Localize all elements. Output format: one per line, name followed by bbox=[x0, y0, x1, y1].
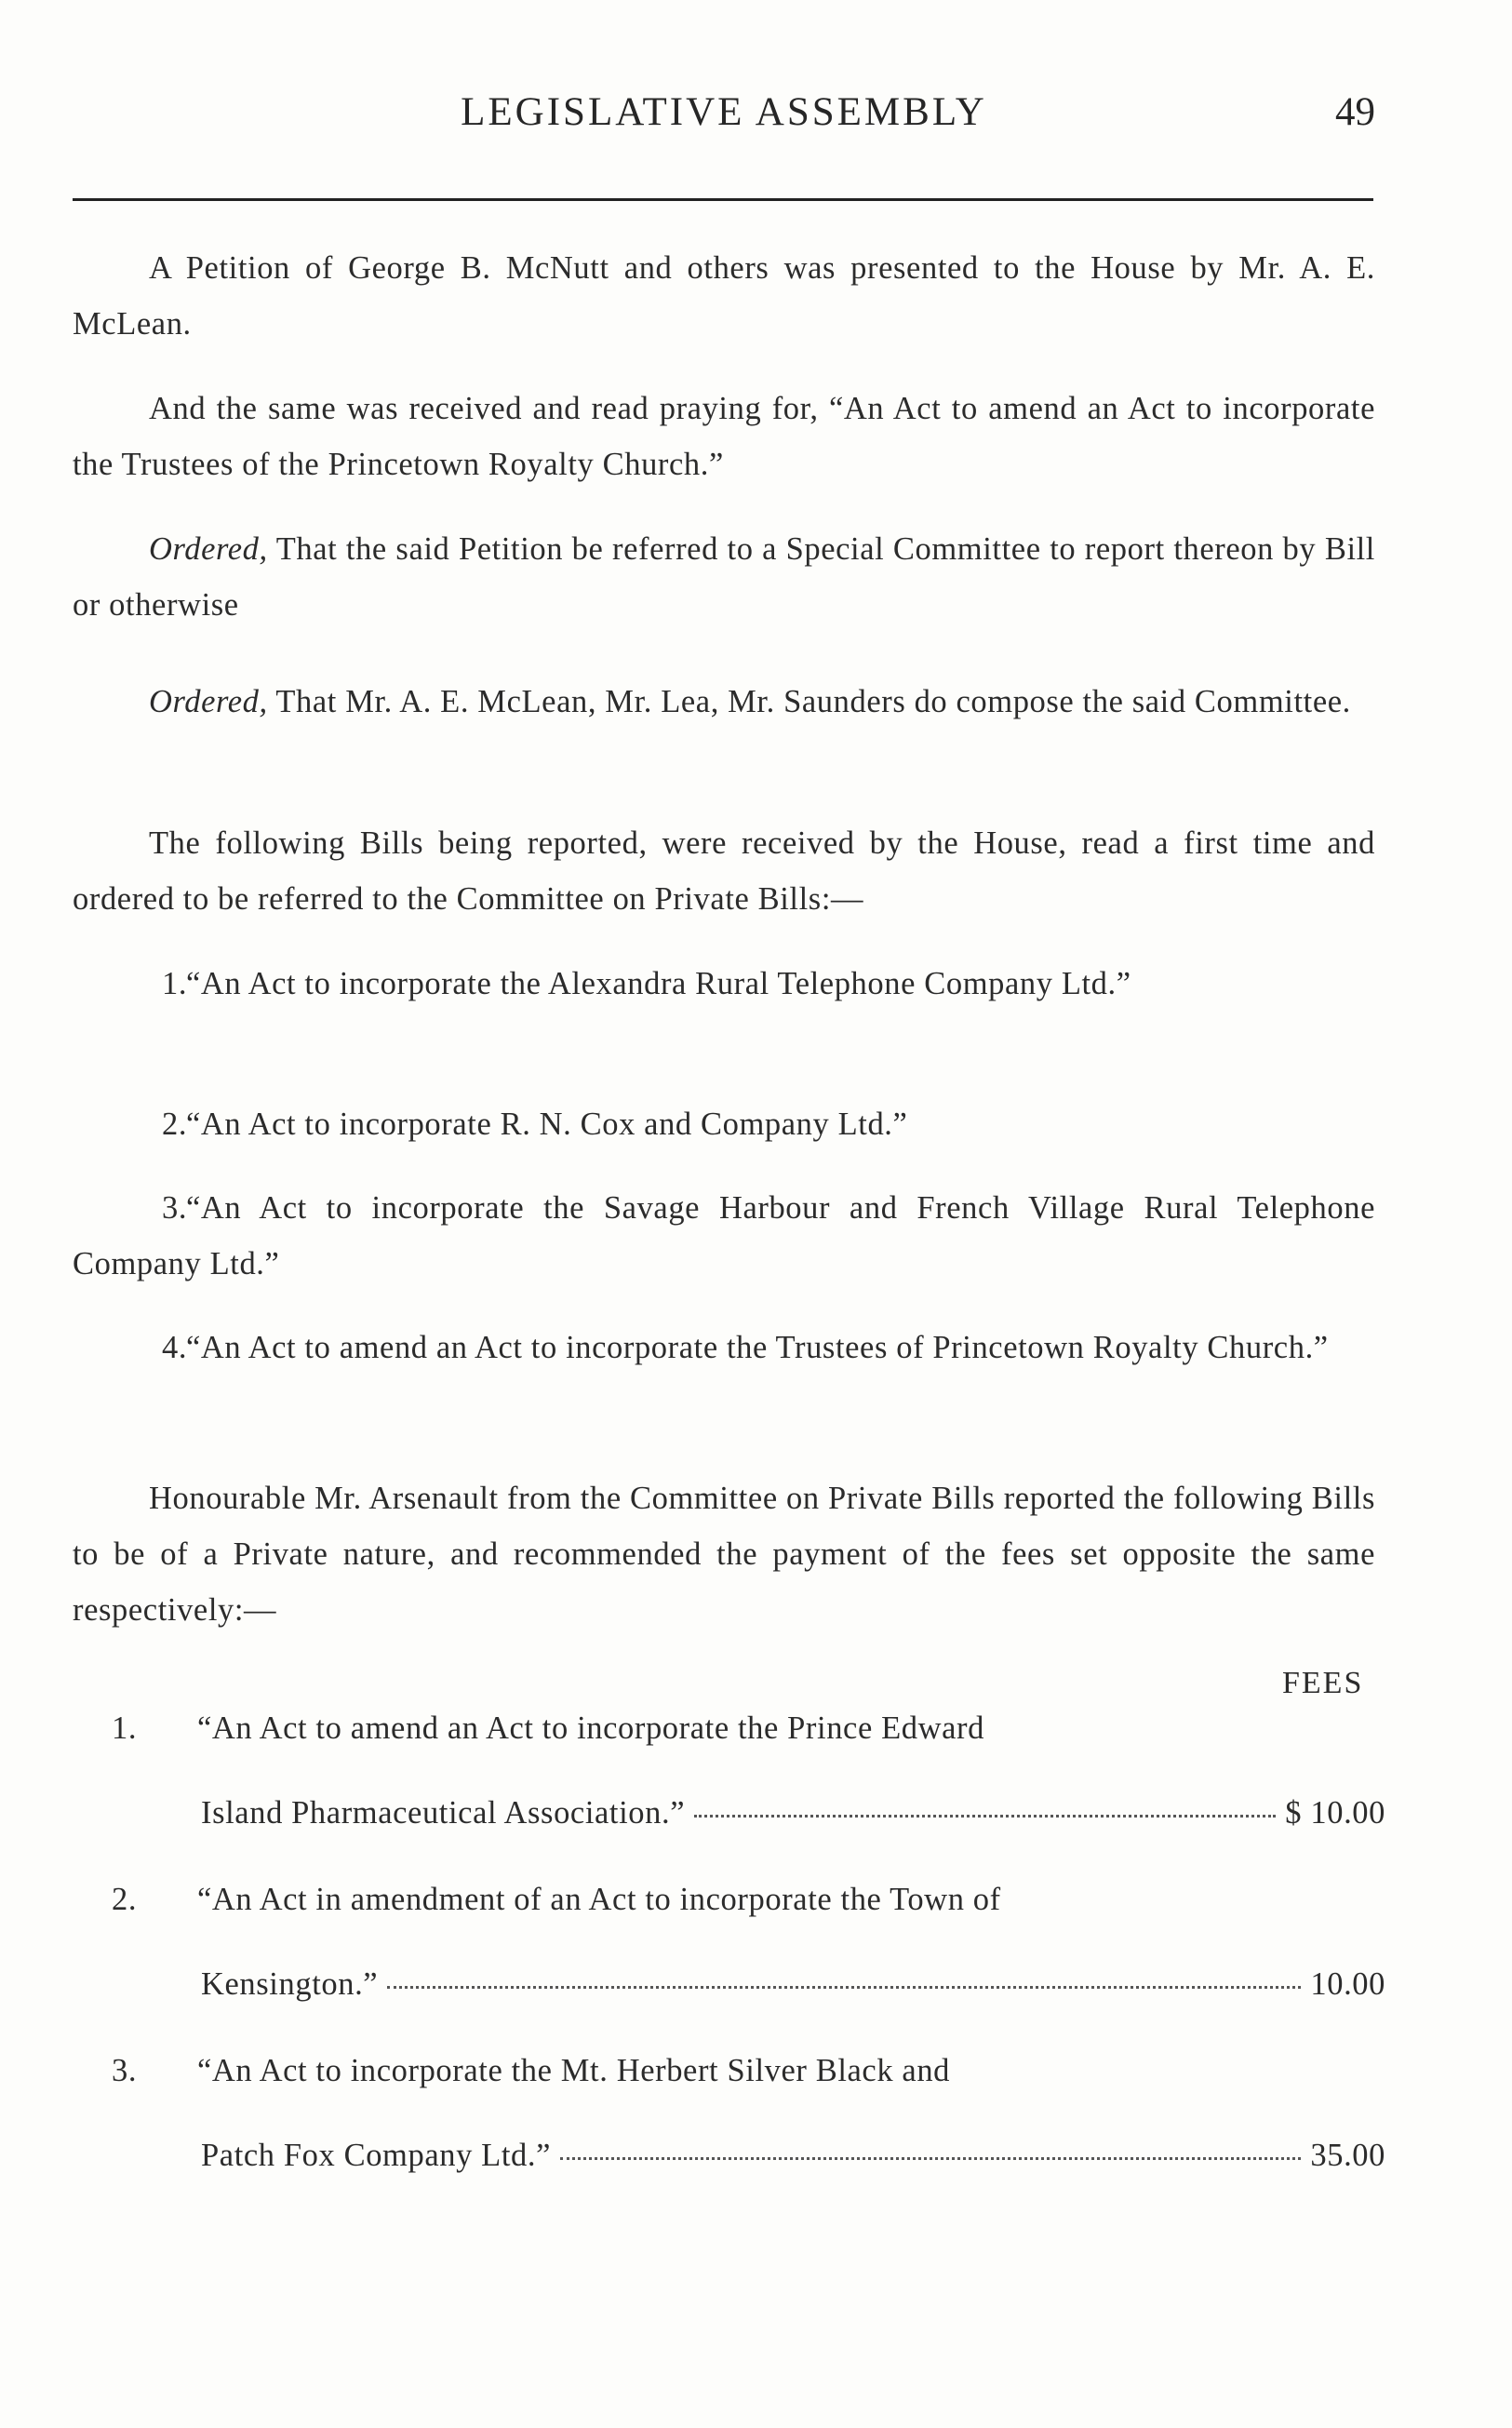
bill-title: “An Act to amend an Act to incorporate the Trustees of Princetown Royalty Church.” bbox=[186, 1330, 1329, 1365]
bill-item bbox=[73, 1320, 1375, 1375]
fee-item-amount-line bbox=[201, 1964, 1385, 2005]
received-paragraph: And the same was received and read praying for, “An Act to amend an Act to incorporate the Trustees of the Princetown Royalty Church.” bbox=[73, 391, 1375, 482]
fee-amount: 10.00 bbox=[1310, 1966, 1385, 2002]
bill-title: “An Act to incorporate the Savage Harbour and French Village Rural Telephone Company Ltd.” bbox=[73, 1190, 1375, 1281]
fee-item-title: “An Act to amend an Act to incorporate the Prince Edward bbox=[197, 1710, 985, 1746]
bill-title: “An Act to incorporate R. N. Cox and Company Ltd.” bbox=[186, 1107, 908, 1142]
bill-item bbox=[73, 1096, 1375, 1152]
fee-amount: $ 10.00 bbox=[1285, 1795, 1385, 1831]
dot-leader bbox=[387, 1986, 1301, 1989]
fee-item-title-cont: Patch Fox Company Ltd.” bbox=[201, 2138, 552, 2173]
ordered-label: Ordered, bbox=[149, 531, 268, 567]
running-head: LEGISLATIVE ASSEMBLY bbox=[461, 90, 987, 134]
bill-title: “An Act to incorporate the Alexandra Rural Telephone Company Ltd.” bbox=[186, 966, 1131, 1001]
fee-item-title-line bbox=[112, 1879, 1265, 1920]
bill-item bbox=[73, 956, 1375, 1012]
fee-item-title-cont: Kensington.” bbox=[201, 1966, 379, 2002]
fee-item-title-cont: Island Pharmaceutical Association.” bbox=[201, 1795, 686, 1831]
fee-item-title-line bbox=[112, 1708, 1265, 1749]
page-number: 49 bbox=[1335, 90, 1375, 134]
fee-item-title: “An Act to incorporate the Mt. Herbert Silver Black and bbox=[197, 2053, 951, 2088]
fee-item-title: “An Act in amendment of an Act to incorporate the Town of bbox=[197, 1882, 1001, 1917]
page-header bbox=[73, 89, 1375, 145]
bill-number: 3. bbox=[162, 1190, 188, 1226]
fee-item-number: 2. bbox=[112, 1882, 138, 1917]
header-rule bbox=[73, 198, 1373, 201]
bill-number: 1. bbox=[162, 966, 188, 1001]
ordered-referral-text: That the said Petition be referred to a Special Committee to report thereon by Bill or otherwise bbox=[73, 531, 1375, 623]
fee-amount: 35.00 bbox=[1310, 2138, 1385, 2173]
fee-item-number: 3. bbox=[112, 2053, 138, 2088]
fee-item-title-line bbox=[112, 2050, 1265, 2091]
bill-number: 4. bbox=[162, 1330, 188, 1365]
bill-item bbox=[73, 1180, 1375, 1292]
report-intro-paragraph: Honourable Mr. Arsenault from the Committee on Private Bills reported the following Bills to be of a Private nature, and recommended the payment of the fees set opposite the same respectively:— bbox=[73, 1481, 1375, 1628]
ordered-label: Ordered, bbox=[149, 684, 268, 719]
bills-intro-paragraph: The following Bills being reported, were received by the House, read a first time and ordered to be referred to the Committee on Private Bills:— bbox=[73, 825, 1375, 917]
petition-paragraph: A Petition of George B. McNutt and others was presented to the House by Mr. A. E. McLean. bbox=[73, 250, 1375, 342]
ordered-committee-paragraph bbox=[73, 674, 1375, 730]
bill-number: 2. bbox=[162, 1107, 188, 1142]
dot-leader bbox=[694, 1815, 1276, 1818]
ordered-committee-text: That Mr. A. E. McLean, Mr. Lea, Mr. Saunders do compose the said Committee. bbox=[267, 684, 1351, 719]
fee-item-amount-line bbox=[201, 1792, 1385, 1833]
fees-column-heading: FEES bbox=[1282, 1666, 1364, 1700]
ordered-referral-paragraph bbox=[73, 521, 1375, 633]
dot-leader bbox=[560, 2157, 1301, 2160]
fee-item-number: 1. bbox=[112, 1710, 138, 1746]
fee-item-amount-line bbox=[201, 2135, 1385, 2176]
